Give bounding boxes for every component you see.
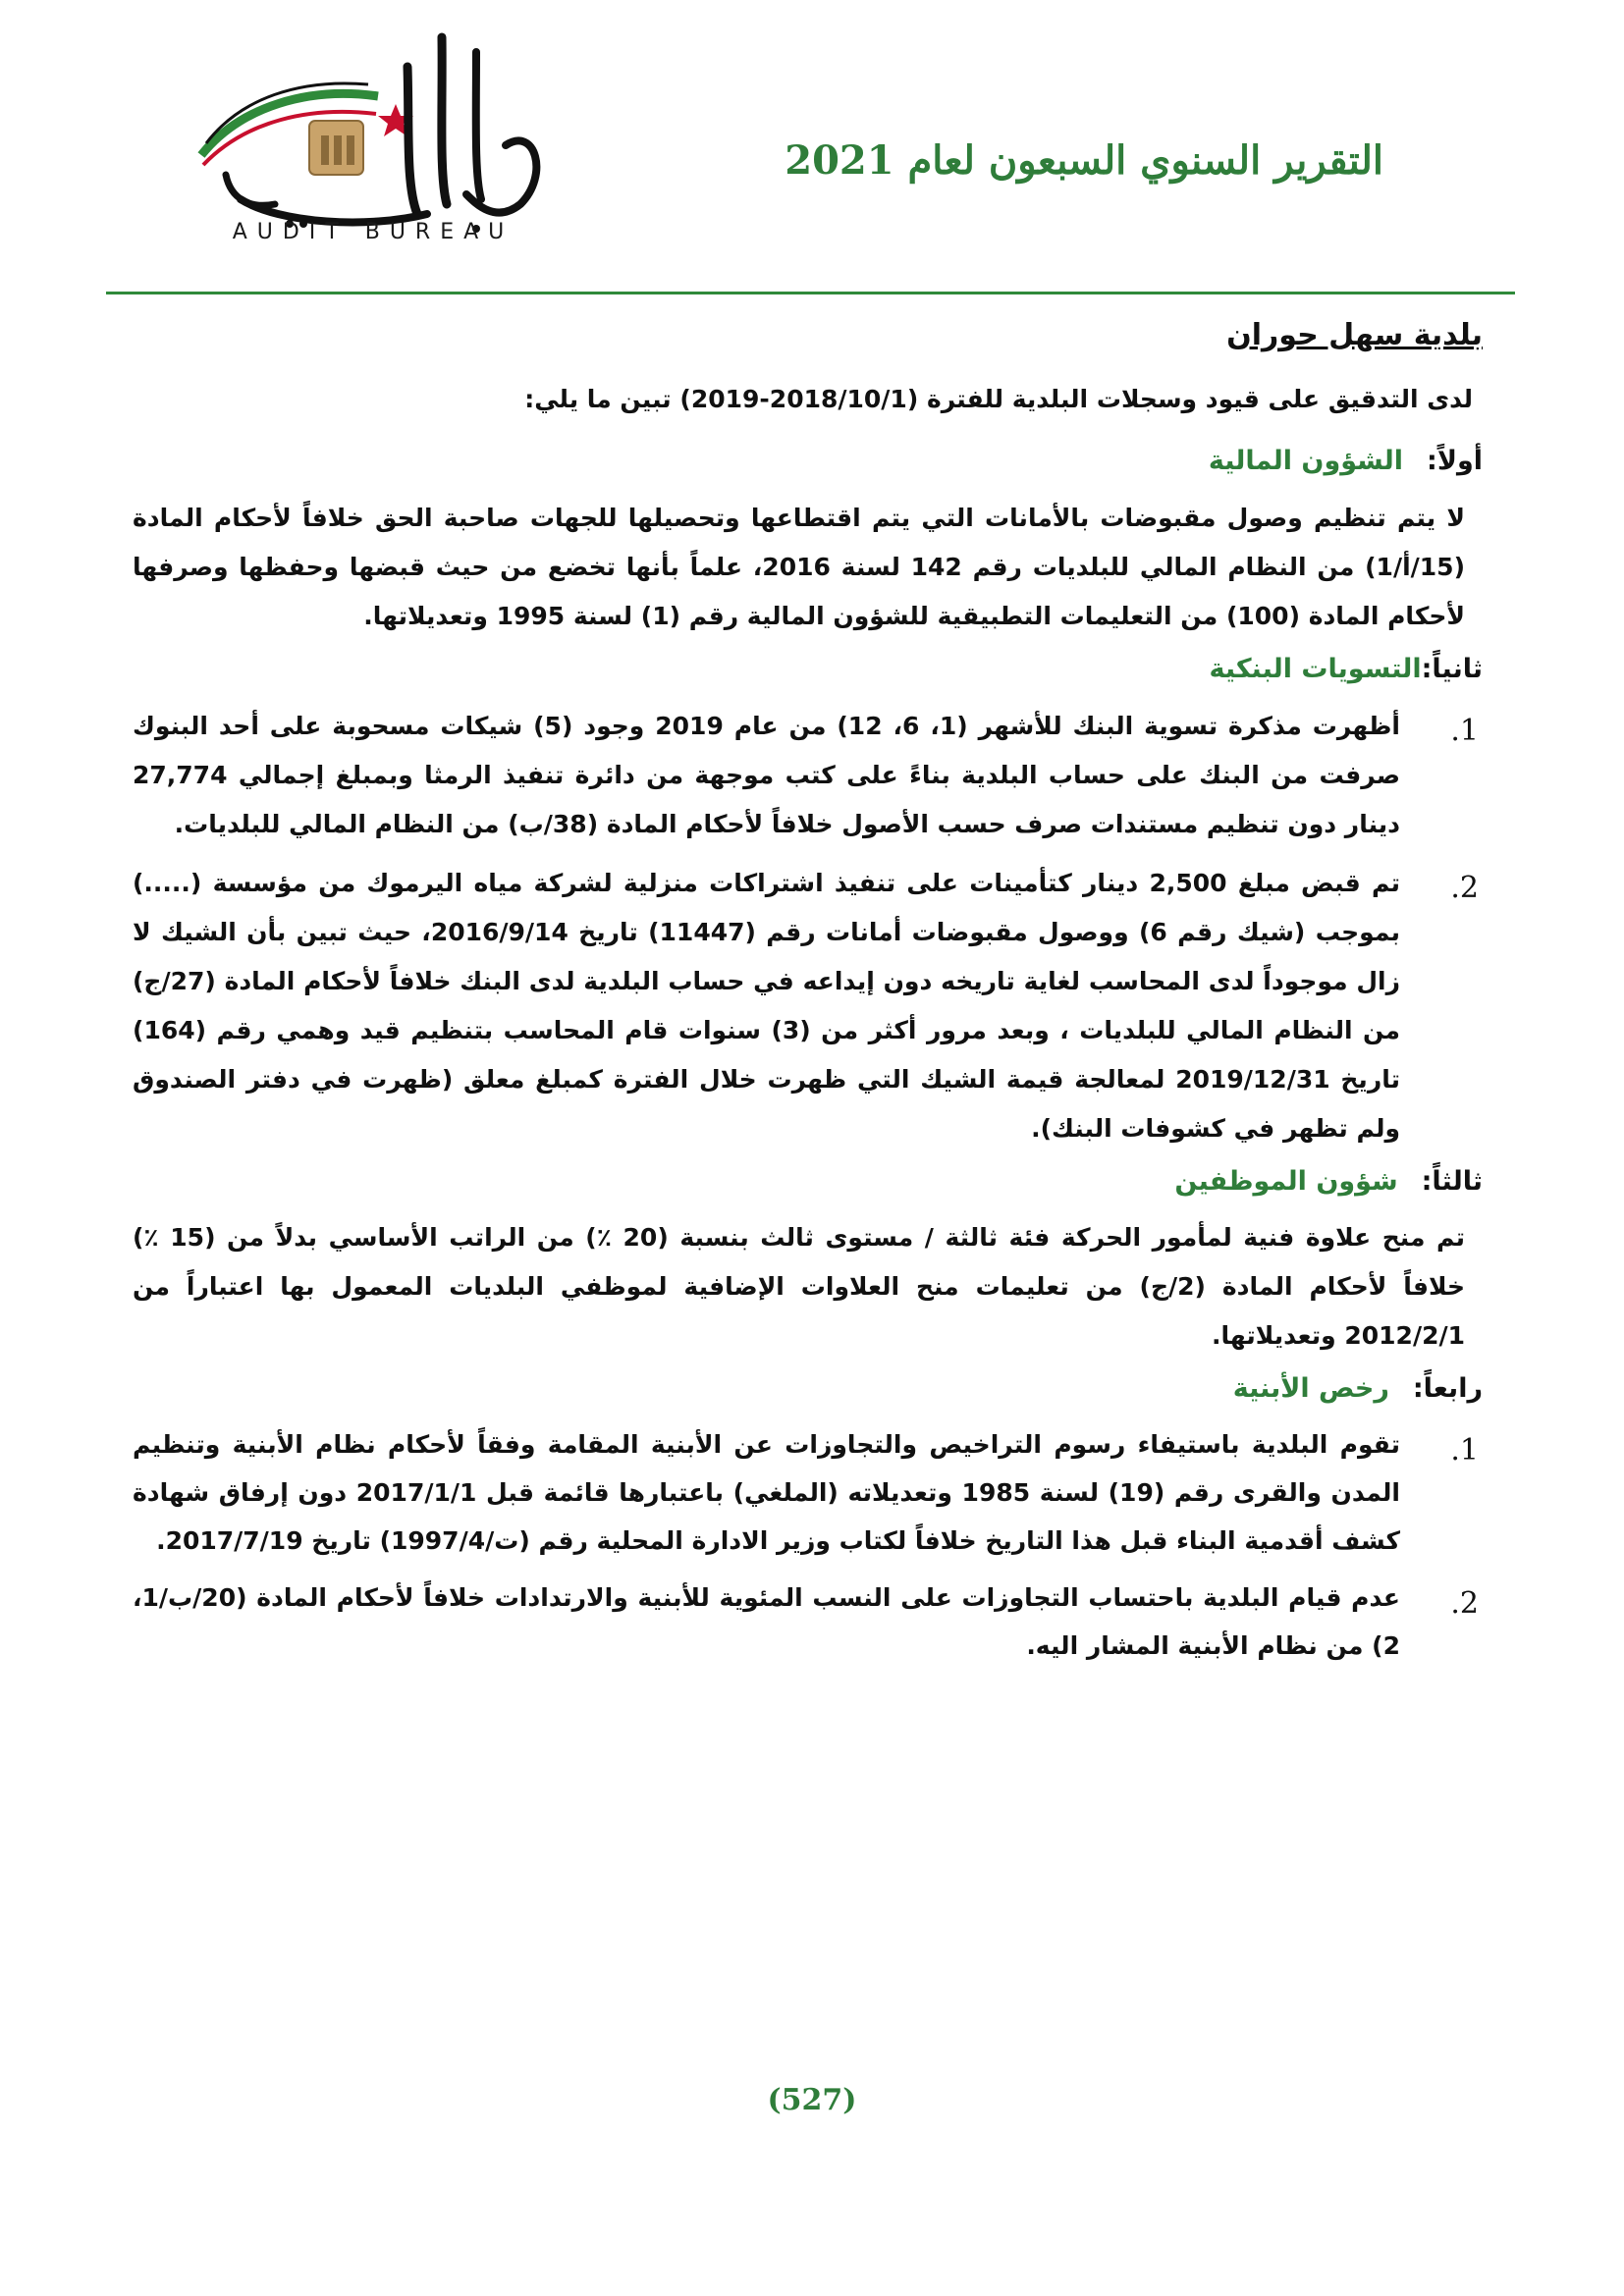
list-item [133,859,1483,1153]
section-label: أولاً: [1427,446,1483,476]
list-item [133,1575,1483,1671]
section-employees-heading [133,1163,1483,1201]
section-bank-heading [133,651,1483,688]
page-number: (527) [767,2083,857,2117]
intro-text: لدى التدقيق على قيود وسجلات البلدية للفترة (2018/10/1-2019) تبين ما يلي: [524,385,1473,413]
section-title: الشؤون المالية [1208,446,1404,476]
item-text: تم قبض مبلغ 2,500 دينار كتأمينات على تنفيذ اشتراكات منزلية لشركة مياه اليرموك من مؤسسة (.....) بموجب (شيك رقم 6) ووصول مقبوضات أمانات رقم (11447) تاريخ 2016/9/14، حيث تبين بأن الشيك لا زال موجوداً لدى المحاسب لغاية تاريخه دون إيداعه في حساب البلدية لدى البنك خلافاً لأحكام المادة (27/ج) من النظام المالي للبلديات ، وبعد مرور أكثر من (3) سنوات قام المحاسب بتنظيم قيد وهمي رقم (164) تاريخ 2019/12/31 لمعالجة قيمة الشيك التي ظهرت خلال الفترة كمبلغ معلق (ظهرت في دفتر الصندوق ولم تظهر في كشوفات البنك). [133,868,1401,1143]
item-number: 1. [1450,713,1479,748]
section-title: رخص الأبنية [1232,1373,1389,1405]
item-text: عدم قيام البلدية باحتساب التجاوزات على النسب المئوية للأبنية والارتدادات خلافاً لأحكام المادة (20/ب/1، 2) من نظام الأبنية المشار اليه. [133,1583,1400,1661]
report-title: التقرير السنوي السبعون لعام 2021 [785,137,1383,184]
item-text: تقوم البلدية باستيفاء رسوم التراخيص والتجاوزات عن الأبنية المقامة وفقاً لأحكام نظام الأبنية وتنظيم المدن والقرى رقم (19) لسنة 1985 وتعديلاته (الملغي) باعتبارها قائمة قبل 2017/1/1 دون إرفاق شهادة كشف أقدمية البناء قبل هذا التاريخ خلافاً لكتاب وزير الادارة المحلية رقم (ت/1997/4) تاريخ 2017/7/19. [133,1430,1401,1555]
report-content [133,316,1483,1681]
item-number: 2. [1450,870,1479,905]
section-label: ثالثاً: [1421,1165,1483,1197]
section-financial-heading [133,443,1483,480]
section-title: التسويات البنكية [1209,653,1422,684]
section-title: شؤون الموظفين [1174,1165,1398,1197]
section-label: ثانياً: [1421,653,1483,684]
section-building-heading [133,1370,1483,1408]
municipality-heading: بلدية سهل حوران [1226,318,1483,352]
item-number: 1. [1450,1433,1479,1468]
list-item [133,1421,1483,1565]
item-number: 2. [1450,1586,1479,1622]
item-text: أظهرت مذكرة تسوية البنك للأشهر (1، 6، 12) من عام 2019 وجود (5) شيكات مسحوبة على أحد البنوك صرفت من البنك على حساب البلدية بناءً على كتب موجهة من دائرة تنفيذ الرمثا وبمبلغ إجمالي 27,774 دينار دون تنظيم مستندات صرف حسب الأصول خلافاً لأحكام المادة (38/ب) من النظام المالي للبلديات. [133,711,1401,838]
list-item [133,702,1483,849]
logo-caption: AUDIT BUREAU [232,220,514,244]
section-employees-text: تم منح علاوة فنية لمأمور الحركة فئة ثالثة / مستوى ثالث بنسبة (20 ٪) من الراتب الأساسي بدلاً من (15 ٪) خلافاً لأحكام المادة (2/ج) من تعليمات منح العلاوات الإضافية لموظفي البلديات المعمول بها اعتباراً من 2012/2/1 وتعديلاتها. [133,1223,1466,1351]
section-label: رابعاً: [1412,1373,1483,1405]
section-financial-text: لا يتم تنظيم وصول مقبوضات بالأمانات التي يتم اقتطاعها وتحصيلها للجهات صاحبة الحق خلافاً لأحكام المادة (15/أ/1) من النظام المالي للبلديات رقم 142 لسنة 2016، علماً بأنها تخضع من حيث قبضها وحفظها وصرفها لأحكام المادة (100) من التعليمات التطبيقية للشؤون المالية رقم (1) لسنة 1995 وتعديلاتها. [133,503,1466,630]
header-divider [106,292,1515,294]
